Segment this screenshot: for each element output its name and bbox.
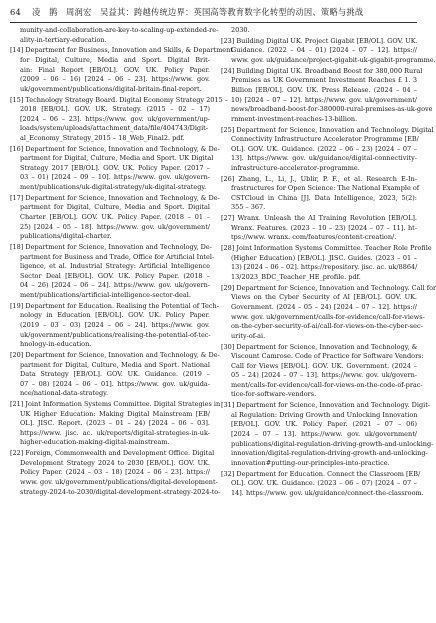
reference-line: 25) [2024 – 05 – 18]. https://www. gov. uk/government/ xyxy=(20,222,210,231)
reference-entry xyxy=(221,469,424,499)
reference-line: [22] Foreign, Commonwealth and Development Office. Digital xyxy=(10,449,215,458)
reference-line: 04 – 26) [2024 – 06 – 24]. https://www. gov. uk/govern- xyxy=(20,281,210,290)
reference-line: 2018 [EB/OL]. GOV. UK. Strategy. (2015 – 02 – 17) xyxy=(20,105,210,114)
reference-line: www. gov. uk/government/publications/digital-development- xyxy=(20,478,218,486)
reference-line: uk/government/publications/digital-britain-final-report. xyxy=(20,84,202,93)
reference-entry xyxy=(221,214,417,243)
reference-entry xyxy=(221,283,436,342)
reference-line: higher-education-making-digital-mainstream. xyxy=(20,438,170,447)
reference-line: [14] Department for Business, Innovation and Skills, & Department xyxy=(10,46,233,55)
reference-entry xyxy=(221,401,434,468)
reference-line: [32] Department for Education. Connect the Classroom [EB/ xyxy=(221,469,421,478)
reference-line: 13]. https://www. gov. uk/guidance/digital-connectivity- xyxy=(231,154,417,163)
reference-line: ment/publications/uk-digital-strategy/uk-digital-strategy. xyxy=(20,183,207,192)
reference-line: [27] Wranx. Unleash the AI Training Revolution [EB/OL]. xyxy=(221,214,417,223)
reference-line: innovation/digital-regulation-driving-growth-and-unlocking- xyxy=(231,449,428,458)
reference-line: Connectivity Infrastructure Accelerator Programme [EB/ xyxy=(231,135,419,144)
reference-line: partment for Digital, Culture, Media and Sport. UK Digital xyxy=(20,154,214,163)
reference-line: [21] Joint Information Systems Committee. Digital Strategies in xyxy=(10,400,221,409)
reference-line: [19] Department for Education. Realising the Potential of Tech- xyxy=(10,301,219,310)
reference-line: al_Economy_Strategy_2015 – 18_Web_Final2. pdf. xyxy=(20,133,185,142)
reference-line: 10) [2024 – 07 – 12]. https://www. gov. uk/government/ xyxy=(231,95,417,104)
reference-line: OL]. JISC. Report. (2023 – 01 – 24) [2024 – 06 – 03]. xyxy=(20,419,210,428)
reference-entry xyxy=(10,350,220,399)
reference-line: 14]. https://www. gov. uk/guidance/connect-the-classroom. xyxy=(231,488,424,497)
reference-line: [23] Building Digital UK. Project Gigabit [EB/OL]. GOV. UK. xyxy=(221,36,418,45)
reference-line: Data Strategy [EB/OL]. GOV. UK. Guidance. (2019 – xyxy=(20,370,210,379)
reference-line: innovation#putting-our-principles-into-practice. xyxy=(231,458,390,467)
references-right-column xyxy=(221,26,436,500)
reference-entry xyxy=(10,301,219,350)
reference-line: [31] Department for Science, Innovation and Technology. Digit- xyxy=(221,401,430,410)
reference-line: [17] Department for Science, Innovation and Technology, & De- xyxy=(10,193,220,202)
reference-line: tps://www. wranx. com/features/content-creation/. xyxy=(231,233,397,242)
reference-line: [26] Zhang, L., Li, J., Ublir, P. F., et al. Research E-In- xyxy=(221,174,417,183)
reference-line: www. gov. uk/guidance/project-gigabit-uk-gigabit-programme. xyxy=(231,55,436,64)
reference-entry xyxy=(10,193,220,242)
reference-line: (2019 – 03 – 03) [2024 – 06 – 24]. https://www. gov. xyxy=(20,320,210,329)
reference-line: 13/2023_BDC_Teacher_HE_profile. pdf. xyxy=(231,272,361,281)
reference-line: Policy Paper. (2024 – 03 – 18) [2024 – 06 – 23]. https:// xyxy=(20,468,210,477)
reference-line: infrastructure-accelerator-programme. xyxy=(231,163,360,172)
reference-line: ligence, et al. Industrial Strategy: Artificial Intelligence xyxy=(20,262,210,271)
reference-line: ain: Final Report [EB/OL]. GOV. UK. Policy Paper. xyxy=(20,65,210,74)
reference-line: for Digital, Culture, Media and Sport. Digital Brit- xyxy=(20,55,210,64)
reference-line: (Higher Education) [EB/OL]. JISC. Guides. (2023 – 01 – xyxy=(231,253,417,262)
reference-continuation xyxy=(221,26,417,36)
reference-continuation xyxy=(10,26,219,45)
reference-entry xyxy=(221,174,420,213)
reference-line: 03 – 01) [2024 – 09 – 10]. https://www. gov. uk/govern- xyxy=(20,173,210,182)
running-title: 凌 鹊 周润宏 吴益其：跨越传统边界：英国高等教育数字化转型的动因、策略与挑战 xyxy=(32,7,364,17)
reference-entry xyxy=(10,243,215,301)
reference-line: partment for Business and Trade, Office for Artificial Intel- xyxy=(20,252,215,261)
running-header xyxy=(10,5,417,19)
reference-line: publications/digital-regulation-driving-growth-and-unlocking- xyxy=(231,439,434,448)
reference-line: uk/government/publications/realising-the-potential-of-tec- xyxy=(20,330,211,339)
reference-entry xyxy=(10,95,229,144)
reference-line: https://www. jisc. ac. uk/reports/digital-strategies-in-uk- xyxy=(20,428,210,437)
reference-line: nce/national-data-strategy. xyxy=(20,389,109,398)
reference-line: Government. (2024 – 05 – 24) [2024 – 07 – 12]. https:// xyxy=(231,302,417,311)
reference-entry xyxy=(10,449,221,497)
reference-line: Development Strategy 2024 to 2030 [EB/OL]. GOV. UK. xyxy=(20,458,210,467)
reference-line: 07 – 08) [2024 – 06 – 01]. https://www. gov. uk/guida- xyxy=(20,379,210,388)
reference-line: [18] Department for Science, Innovation and Technology, De- xyxy=(10,243,212,251)
reference-line: OL]. GOV. UK. Guidance. (2023 – 06 – 07) [2024 – 07 – xyxy=(231,479,417,488)
reference-line: ment/publications/artificial-intelligence-sector-deal. xyxy=(20,290,191,299)
reference-line: Call for Views [EB/OL]. GOV. UK. Government. (2024 – xyxy=(231,361,417,370)
reference-line: 13) [2024 – 06 – 02]. https://repository. jisc. ac. uk/8864/ xyxy=(231,263,418,272)
reference-line: ment/calls-for-evidence/call-for-views-on-the-code-of-prac- xyxy=(231,380,423,389)
reference-line: 2030. xyxy=(231,26,250,34)
reference-line: strategy-2024-to-2030/digital-development-strategy-2024-to- xyxy=(20,487,221,496)
reference-line: partment for Digital, Culture, Media and Sport. National xyxy=(20,360,210,369)
reference-line: Strategy 2017 [EB/OL]. GOV. UK. Policy Paper. (2017 – xyxy=(20,163,210,172)
reference-line: [2024 – 06 – 23]. https://www. gov. uk/government/up- xyxy=(20,114,210,123)
reference-line: munity-and-collaboration-are-key-to-scaling-up-extended-re- xyxy=(20,26,219,34)
reference-line: [24] Building Digital UK. Broadband Boost for 380,000 Rural xyxy=(221,66,423,75)
reference-entry xyxy=(10,144,220,193)
reference-entry xyxy=(221,125,434,174)
reference-entry xyxy=(10,46,233,94)
reference-line: ality-in-tertiary-education. xyxy=(20,35,107,44)
reference-line: [30] Department for Science, Innovation and Technology, & xyxy=(221,342,418,351)
reference-line: nology in Education [EB/OL]. GOV. UK. Policy Paper. xyxy=(20,311,210,320)
reference-line: [20] Department for Science, Innovation and Technology, & De- xyxy=(10,350,220,359)
reference-line: [25] Department for Science, Innovation and Technology. Digital xyxy=(221,125,434,134)
reference-entry xyxy=(221,244,432,282)
reference-line: Billion [EB/OL]. GOV. UK. Press Release. (2024 – 04 – xyxy=(231,85,417,94)
reference-entry xyxy=(221,36,436,66)
reference-line: Viscount Camrose. Code of Practice for Software Vendors: xyxy=(231,352,424,361)
reference-line: 355 – 367. xyxy=(231,203,266,212)
reference-line: on-the-cyber-security-of-ai/call-for-views-on-the-cyber-sec- xyxy=(231,322,423,331)
reference-line: Guidance. (2022 – 04 – 01) [2024 – 07 – 12]. https:// xyxy=(231,46,417,55)
reference-line: news/broadband-boost-for-380000-rural-premises-as-uk-gove xyxy=(231,105,433,114)
reference-line: Sector Deal [EB/OL]. GOV. UK. Policy Paper. (2018 – xyxy=(20,271,210,280)
reference-line: [2024 – 07 – 13]. https://www. gov. uk/government/ xyxy=(231,430,417,439)
reference-line: partment for Digital, Culture, Media and Sport. Digital xyxy=(20,203,210,212)
reference-line: OL]. GOV. UK. Guidance. (2022 – 06 – 23) [2024 – 07 – xyxy=(231,144,417,153)
reference-line: urity-of-ai. xyxy=(231,331,266,340)
reference-line: Wranx. Features. (2023 – 10 – 23) [2024 – 07 – 11]. ht- xyxy=(231,223,417,232)
reference-line: tice-for-software-vendors. xyxy=(231,390,317,399)
reference-line: publications/digital-charter. xyxy=(20,232,112,241)
reference-line: frastructures for Open Science: The National Example of xyxy=(231,184,420,193)
reference-line: [28] Joint Information Systems Committee. Teacher Role Profile xyxy=(221,244,432,253)
reference-line: [EB/OL]. GOV. UK. Policy Paper. (2021 – 07 – 06) xyxy=(231,420,417,429)
reference-line: 05 – 24) [2024 – 07 – 13]. https://www. gov. uk/govern- xyxy=(231,371,417,380)
reference-entry xyxy=(221,66,433,125)
reference-entry xyxy=(10,400,221,448)
reference-line: UK Higher Education: Making Digital Mainstream [EB/ xyxy=(20,409,210,418)
reference-line: CSTCloud in China [J]. Data Intelligence, 2023, 5(2): xyxy=(231,193,417,202)
reference-line: [15] Technology Strategy Board. Digital Economy Strategy 2015 – xyxy=(10,95,229,104)
references-left-column xyxy=(10,26,233,498)
reference-line: al Regulation: Driving Growth and Unlocking Innovation xyxy=(231,410,418,419)
reference-line: www. gov. uk/government/calls-for-evidence/call-for-views- xyxy=(231,312,425,321)
reference-line: rnment-investment-reaches-13-billion. xyxy=(231,114,358,123)
reference-line: Charter [EB/OL]. GOV. UK. Policy Paper. (2018 – 01 – xyxy=(20,213,210,222)
reference-line: hnology-in-education. xyxy=(20,340,92,349)
reference-line: (2009 – 06 – 16) [2024 – 06 – 23]. https://www. gov. xyxy=(20,75,210,84)
reference-line: Views on the Cyber Security of AI [EB/OL]. GOV. UK. xyxy=(231,293,417,302)
page-number: 64 xyxy=(10,7,21,17)
reference-entry xyxy=(221,342,424,401)
reference-line: [29] Department for Science, Innovation and Technology. Call for xyxy=(221,283,436,292)
reference-line: loads/system/uploads/attachment_data/file/404743/Digit- xyxy=(20,124,208,133)
reference-line: Premises as UK Government Investment Reaches £ 1. 3 xyxy=(231,76,417,85)
reference-line: [16] Department for Science, Innovation and Technology, & De- xyxy=(10,144,220,153)
header-rule xyxy=(10,22,417,23)
